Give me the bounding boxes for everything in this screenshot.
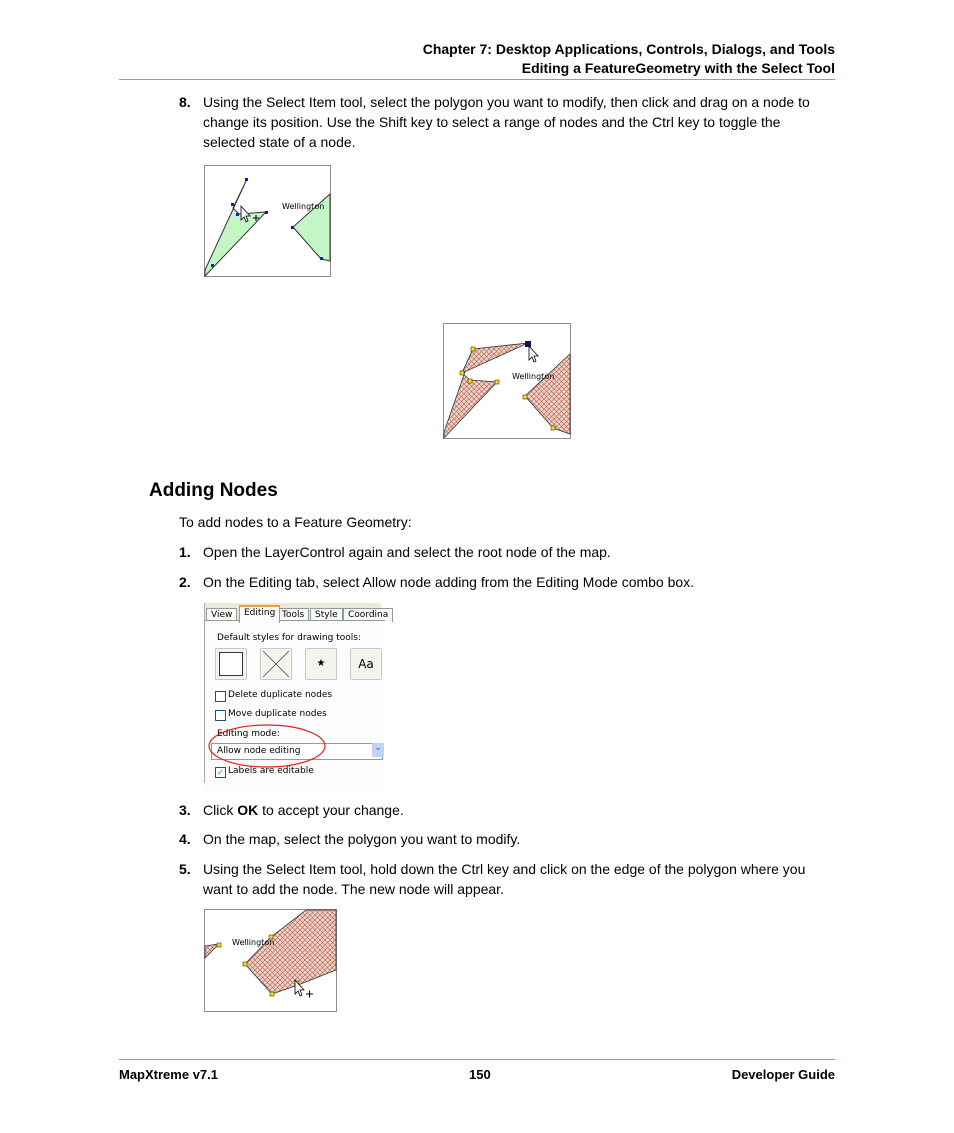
delete-duplicate-label: Delete duplicate nodes xyxy=(228,690,333,700)
step-2-text: On the Editing tab, select Allow node adding from the Editing Mode combo box. xyxy=(203,574,695,590)
map-label-wellington: Wellington xyxy=(282,202,325,211)
step-3-number: 3. xyxy=(179,802,191,818)
step-3-suffix: to accept your change. xyxy=(258,802,404,818)
step-3-ok: OK xyxy=(237,802,259,818)
header-rule xyxy=(119,79,835,80)
plus-cursor-icon xyxy=(306,991,313,998)
tab-coordinates[interactable]: Coordina xyxy=(343,608,393,622)
map-label-wellington-2: Wellington xyxy=(512,372,555,381)
tab-style[interactable]: Style xyxy=(310,608,343,622)
arrow-cursor-icon xyxy=(529,346,538,362)
tab-tools[interactable]: Tools xyxy=(277,608,309,622)
step-8-text: Using the Select Item tool, select the polygon you want to modify, then click and drag on a node to change its position. Use the Shift key to select a range of nodes and the Ctrl key to toggle the selected state of a node. xyxy=(203,94,810,150)
editing-mode-label: Editing mode: xyxy=(217,729,280,739)
section-running-title: Editing a FeatureGeometry with the Select Tool xyxy=(521,60,835,76)
chevron-down-icon[interactable]: ⌄ xyxy=(372,743,384,757)
selected-polygon xyxy=(205,179,266,276)
layer-control-dialog xyxy=(204,603,389,783)
hatched-polygon xyxy=(245,910,336,994)
footer-page-number: 150 xyxy=(469,1067,491,1082)
step-1-text: Open the LayerControl again and select the root node of the map. xyxy=(203,544,611,560)
step-4-text: On the map, select the polygon you want to modify. xyxy=(203,831,521,847)
point-style-button[interactable]: ★ xyxy=(305,648,337,680)
figure-polygon-selected xyxy=(204,165,331,277)
map-dragged-svg xyxy=(444,324,570,438)
dragged-node xyxy=(525,341,531,347)
step-4-number: 4. xyxy=(179,831,191,847)
highlight-ellipse xyxy=(205,603,381,783)
footer-guide: Developer Guide xyxy=(731,1067,835,1082)
footer-product: MapXtreme v7.1 xyxy=(119,1067,218,1082)
labels-editable-checkbox[interactable]: ✓ xyxy=(215,767,226,778)
intro-text: To add nodes to a Feature Geometry: xyxy=(179,514,412,530)
step-2-number: 2. xyxy=(179,574,191,590)
map-label-wellington-3: Wellington xyxy=(232,938,275,947)
figure-node-dragged xyxy=(443,323,571,439)
neighbor-polygon-hatched xyxy=(525,354,570,434)
step-1-number: 1. xyxy=(179,544,191,560)
section-heading-adding-nodes: Adding Nodes xyxy=(149,480,278,501)
default-styles-label: Default styles for drawing tools: xyxy=(217,633,361,643)
tab-view[interactable]: View xyxy=(206,608,237,622)
map-node-added-svg xyxy=(205,910,336,1011)
text-style-button[interactable]: Aa xyxy=(350,648,382,680)
map-selected-svg xyxy=(205,166,330,276)
move-duplicate-label: Move duplicate nodes xyxy=(228,709,327,719)
chapter-title: Chapter 7: Desktop Applications, Controls, Dialogs, and Tools xyxy=(422,41,835,57)
step-5-number: 5. xyxy=(179,861,191,877)
step-3-prefix: Click xyxy=(203,802,238,818)
step-3-text xyxy=(203,800,835,820)
editing-mode-value: Allow node editing xyxy=(217,746,301,756)
tab-editing[interactable]: Editing xyxy=(239,605,280,623)
step-5-text: Using the Select Item tool, hold down the Ctrl key and click on the edge of the polygon where you want to add the node. The new node will appear. xyxy=(203,861,806,897)
labels-editable-label: Labels are editable xyxy=(228,766,314,776)
figure-node-added xyxy=(204,909,337,1012)
step-8-number: 8. xyxy=(179,94,191,110)
footer-rule xyxy=(119,1059,835,1060)
